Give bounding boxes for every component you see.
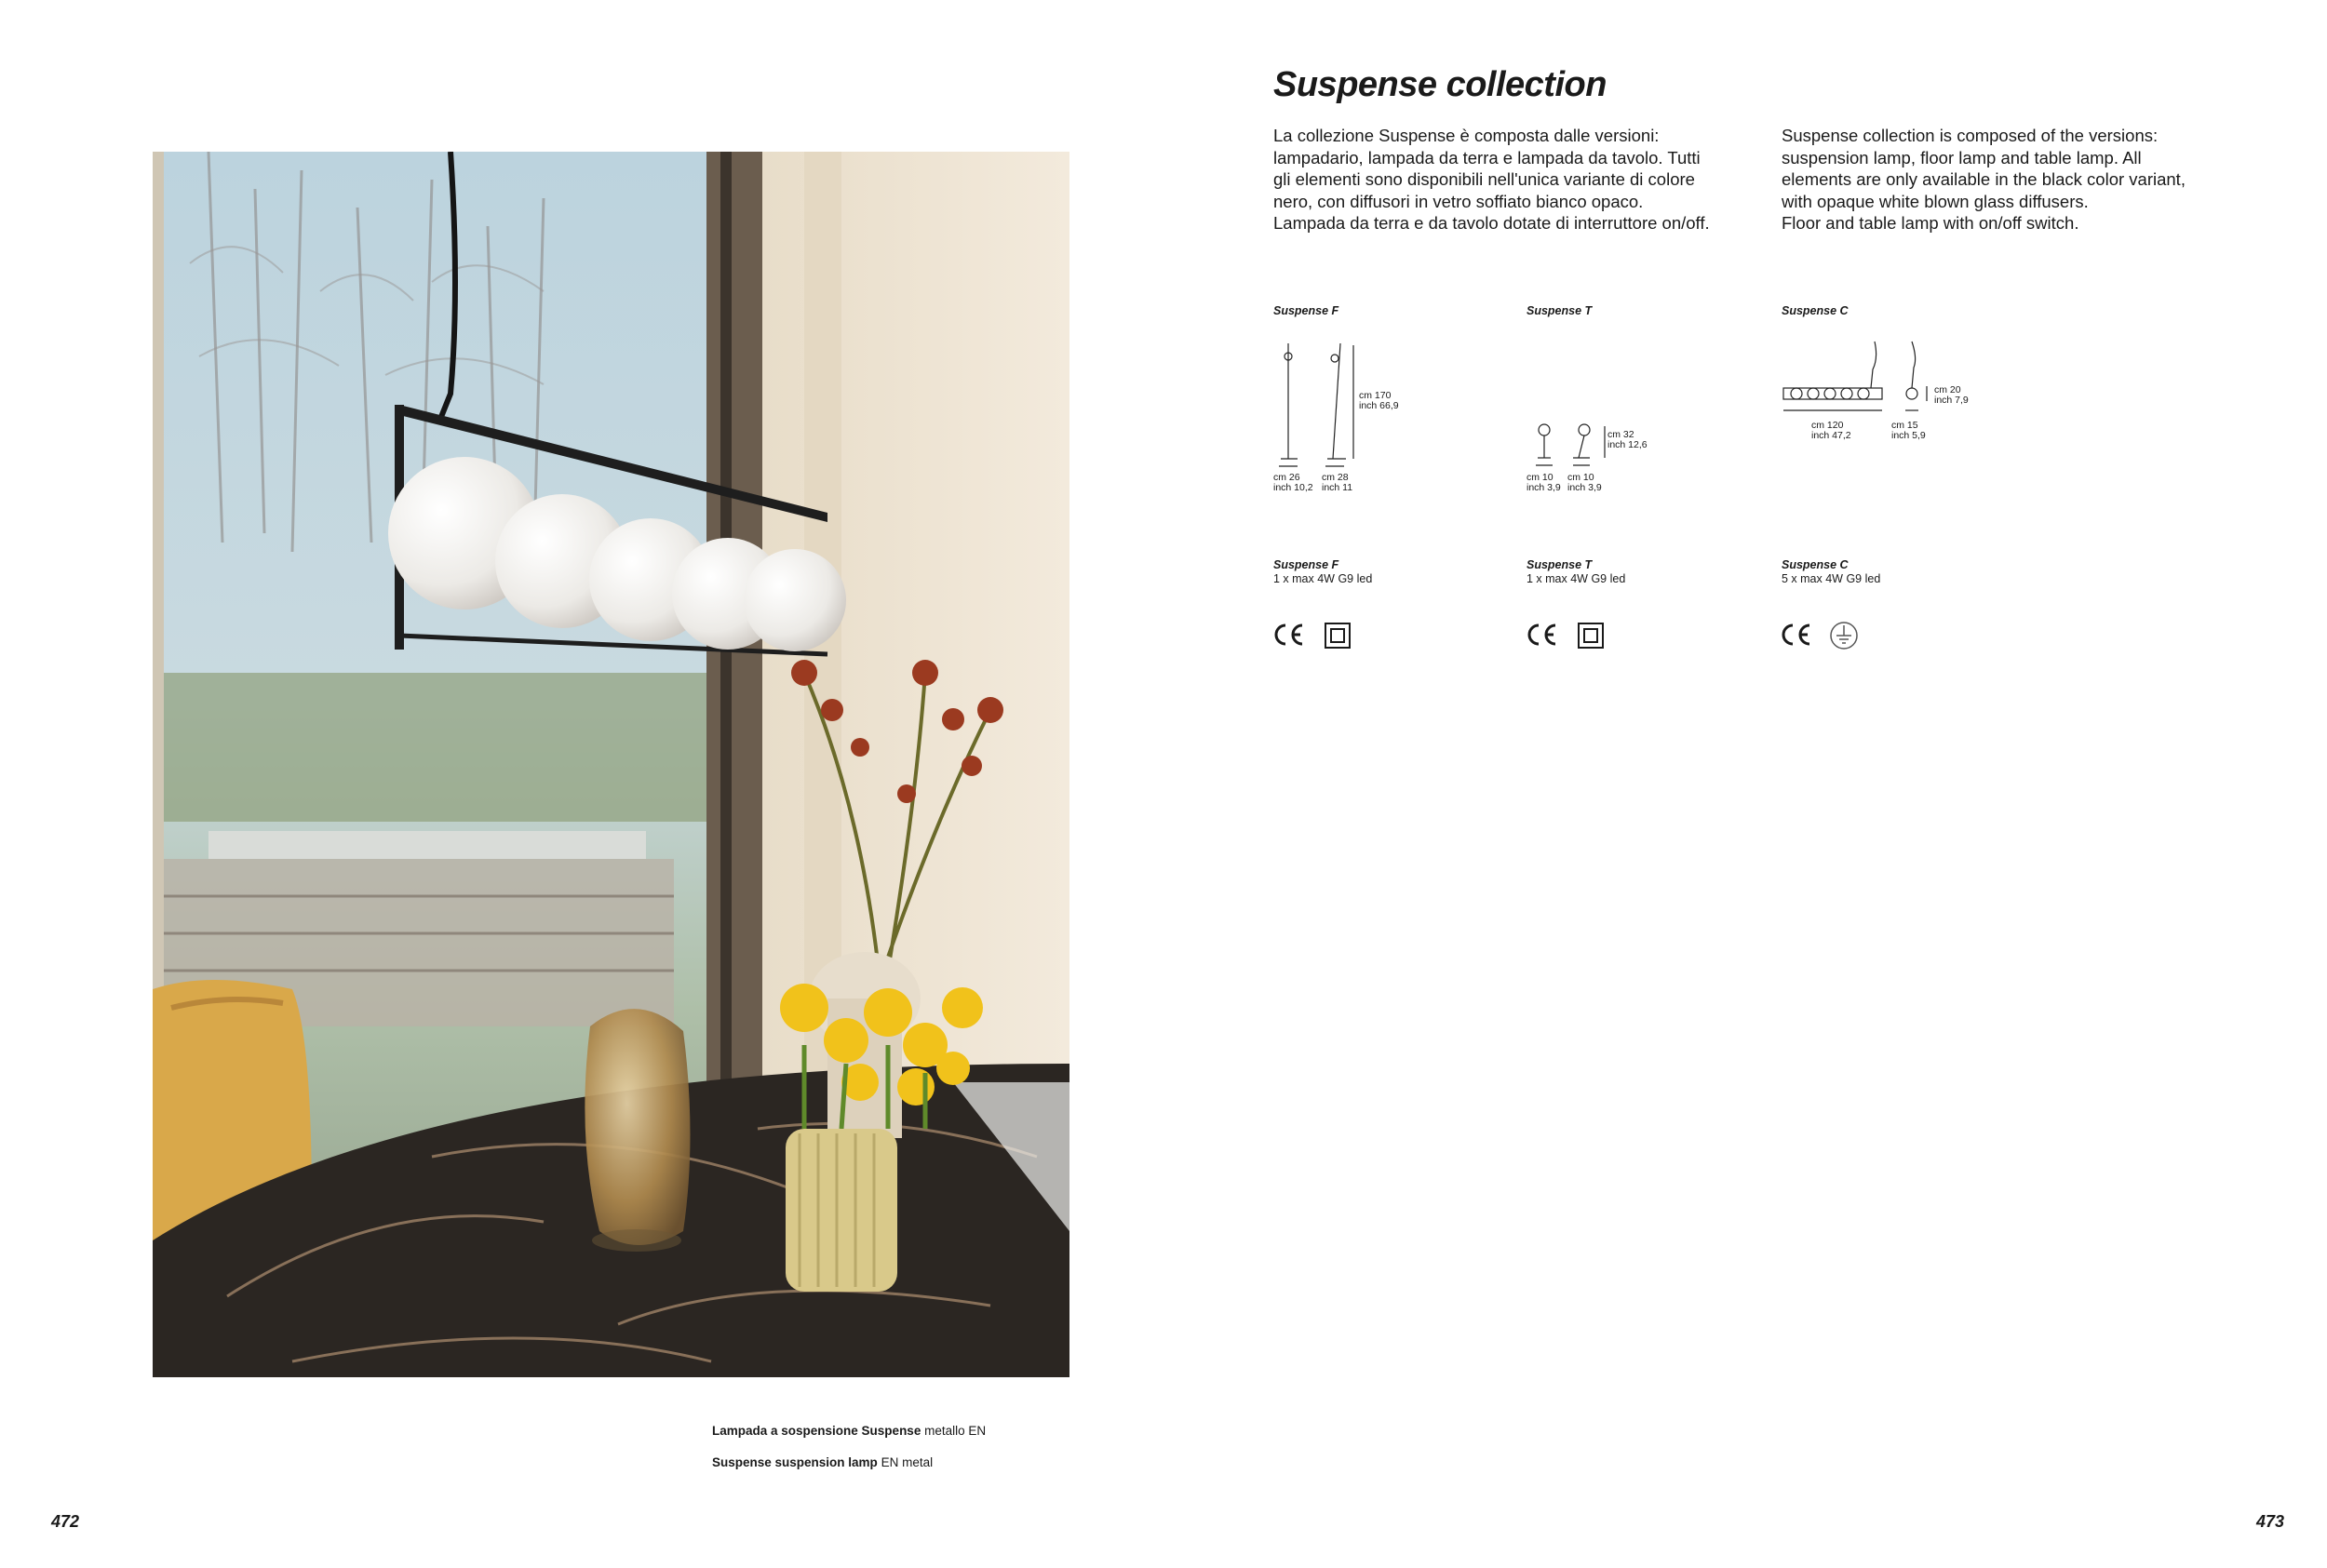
dim-c-length: cm 120 inch 47,2: [1811, 420, 1851, 441]
description-english: Suspense collection is composed of the versions: suspension lamp, floor lamp and table lamp. All elements are only available in the black color variant, with opaque white blown glass diffusers. Floor and table lamp with on/off switch.: [1782, 126, 2186, 233]
spec-block-f: [1273, 558, 1372, 586]
dim-t-depth: cm 10 inch 3,9: [1567, 472, 1602, 493]
page-title: Suspense collection: [1273, 65, 1607, 104]
model-label-f: Suspense F: [1273, 304, 1339, 317]
spec-text-f: 1 x max 4W G9 led: [1273, 572, 1373, 585]
earth-ground-icon: [1829, 621, 1859, 650]
caption-italian: [712, 1424, 986, 1438]
ce-mark-icon: [1525, 622, 1558, 648]
caption-english: [712, 1455, 933, 1469]
spec-block-t: [1527, 558, 1625, 586]
dim-f-height: cm 170 inch 66,9: [1359, 390, 1399, 411]
floor-lamp-drawing: [1275, 340, 1368, 470]
double-insulation-icon: [1324, 622, 1352, 650]
spec-text-c: 5 x max 4W G9 led: [1782, 572, 1881, 585]
description-italian: La collezione Suspense è composta dalle versioni: lampadario, lampada da terra e lampada da tavolo. Tutti gli elementi sono disponibili nell'unica variante di colore nero, con diffusori in vetro soffiato bianco opaco. Lampada da terra e da tavolo dotate di interruttore on/off.: [1273, 126, 1710, 233]
caption-italian-rest: metallo EN: [921, 1424, 987, 1438]
dim-f-depth: cm 28 inch 11: [1322, 472, 1353, 493]
table-lamp-drawing: [1528, 421, 1612, 472]
suspension-lamp-drawing: [1782, 340, 1930, 423]
spec-block-c: [1782, 558, 1880, 586]
spec-text-t: 1 x max 4W G9 led: [1527, 572, 1626, 585]
caption-english-bold: Suspense suspension lamp: [712, 1455, 878, 1469]
ce-mark-icon: [1271, 622, 1305, 648]
spec-name-c: Suspense C: [1782, 558, 1849, 571]
dim-c-height: cm 20 inch 7,9: [1934, 384, 1969, 406]
dim-f-base-width: cm 26 inch 10,2: [1273, 472, 1313, 493]
model-label-t: Suspense T: [1527, 304, 1593, 317]
spec-name-f: Suspense F: [1273, 558, 1339, 571]
page-number-left: 472: [51, 1512, 80, 1531]
product-photo: [153, 152, 1069, 1377]
caption-italian-bold: Lampada a sospensione Suspense: [712, 1424, 921, 1438]
double-insulation-icon: [1577, 622, 1605, 650]
caption-english-rest: EN metal: [877, 1455, 934, 1469]
ce-mark-icon: [1779, 622, 1812, 648]
page-number-right: 473: [2256, 1512, 2285, 1531]
dim-t-height: cm 32 inch 12,6: [1607, 429, 1648, 450]
dim-c-depth: cm 15 inch 5,9: [1891, 420, 1926, 441]
model-label-c: Suspense C: [1782, 304, 1849, 317]
suspension-lamp-photo: [153, 152, 1069, 1377]
spec-name-t: Suspense T: [1527, 558, 1593, 571]
dim-t-base-width: cm 10 inch 3,9: [1527, 472, 1561, 493]
